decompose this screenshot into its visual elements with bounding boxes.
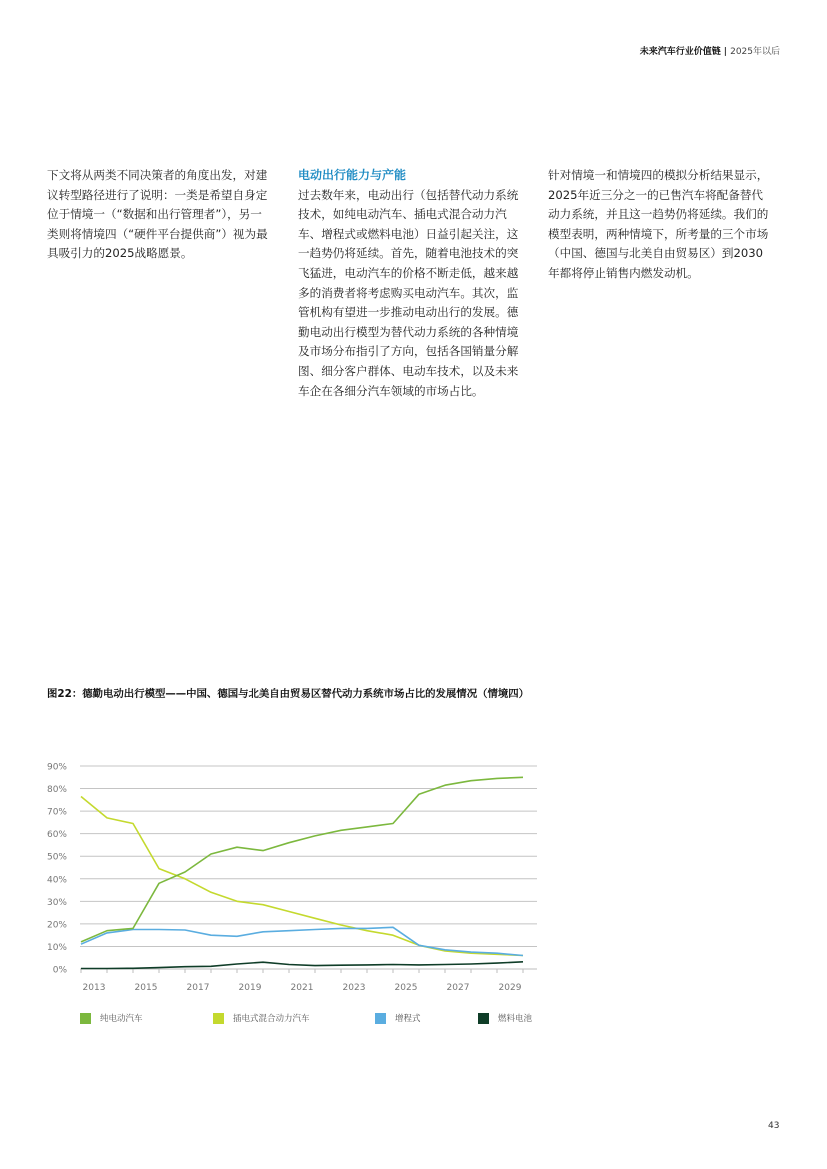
legend-label: 增程式 xyxy=(395,1014,421,1024)
running-header xyxy=(640,44,780,57)
x-tick-label: 2013 xyxy=(82,983,106,993)
y-tick-label: 10% xyxy=(46,942,67,953)
series-line xyxy=(81,962,523,969)
series-line xyxy=(81,797,523,956)
y-tick-label: 30% xyxy=(46,897,67,908)
x-tick-label: 2017 xyxy=(186,983,210,993)
text-column-3 xyxy=(548,166,773,284)
legend-label: 插电式混合动力汽车 xyxy=(233,1014,310,1024)
legend-swatch-erev xyxy=(375,1013,386,1024)
x-tick-label: 2027 xyxy=(446,983,470,993)
header-separator: | xyxy=(723,47,728,57)
line-chart xyxy=(40,755,550,1000)
y-tick-label: 0% xyxy=(52,965,67,976)
series-line xyxy=(81,777,523,942)
legend-swatch-phev xyxy=(213,1013,224,1024)
legend-item-bev xyxy=(80,1012,143,1024)
legend-label: 燃料电池 xyxy=(498,1014,533,1024)
page-number: 43 xyxy=(768,1121,780,1131)
series-line xyxy=(81,927,523,955)
paragraph-emobility: 过去数年来，电动出行（包括替代动力系统技术，如纯电动汽车、插电式混合动力汽车、增程式或燃料电池）日益引起关注，这一趋势仍将延续。首先，随着电池技术的突飞猛进，电动汽车的价格不断走低，越来越多的消费者将考虑购买电动汽车。其次，监管机构有望进一步推动电动出行的发展。德勤电动出行模型为替代动力系统的各种情境及市场分布指引了方向，包括各国销量分解图、细分客户群体、电动车技术，以及未来车企在各细分汽车领域的市场占比。 xyxy=(298,187,519,398)
y-tick-label: 40% xyxy=(46,875,67,886)
x-tick-label: 2029 xyxy=(498,983,522,993)
paragraph-intro: 下文将从两类不同决策者的角度出发，对建议转型路径进行了说明：一类是希望自身定位于情境一（“数据和出行管理者”），另一类则将情境四（“硬件平台提供商”）视为最具吸引力的2025战略愿景。 xyxy=(47,168,268,261)
legend-swatch-bev xyxy=(80,1013,91,1024)
y-tick-label: 80% xyxy=(46,785,67,796)
x-tick-label: 2025 xyxy=(394,983,418,993)
x-tick-label: 2023 xyxy=(342,983,366,993)
report-subtitle: 2025年以后 xyxy=(730,47,780,57)
y-tick-label: 60% xyxy=(46,830,67,841)
paragraph-scenario-results: 针对情境一和情境四的模拟分析结果显示，2025年近三分之一的已售汽车将配备替代动力系统，并且这一趋势仍将延续。我们的模型表明，两种情境下，所考量的三个市场（中国、德国与北美自由贸易区）到2030年都将停止销售内燃发动机。 xyxy=(548,168,769,280)
legend-item-phev xyxy=(213,1012,310,1024)
x-tick-label: 2019 xyxy=(238,983,262,993)
chart-canvas xyxy=(40,755,550,1000)
y-tick-label: 20% xyxy=(46,920,67,931)
legend-label: 纯电动汽车 xyxy=(100,1014,143,1024)
legend-item-erev xyxy=(375,1012,421,1024)
x-tick-label: 2015 xyxy=(134,983,158,993)
section-heading: 电动出行能力与产能 xyxy=(298,168,407,182)
y-tick-label: 70% xyxy=(46,807,67,818)
chart-legend xyxy=(80,1012,550,1028)
x-tick-label: 2021 xyxy=(290,983,314,993)
y-tick-label: 90% xyxy=(46,762,67,773)
figure-title: 图22：德勤电动出行模型——中国、德国与北美自由贸易区替代动力系统市场占比的发展情况（情境四） xyxy=(47,688,530,700)
text-column-2 xyxy=(298,166,523,401)
report-title: 未来汽车行业价值链 xyxy=(639,47,721,57)
text-column-1 xyxy=(47,166,272,264)
legend-swatch-fcev xyxy=(478,1013,489,1024)
y-tick-label: 50% xyxy=(46,852,67,863)
legend-item-fcev xyxy=(478,1012,532,1024)
